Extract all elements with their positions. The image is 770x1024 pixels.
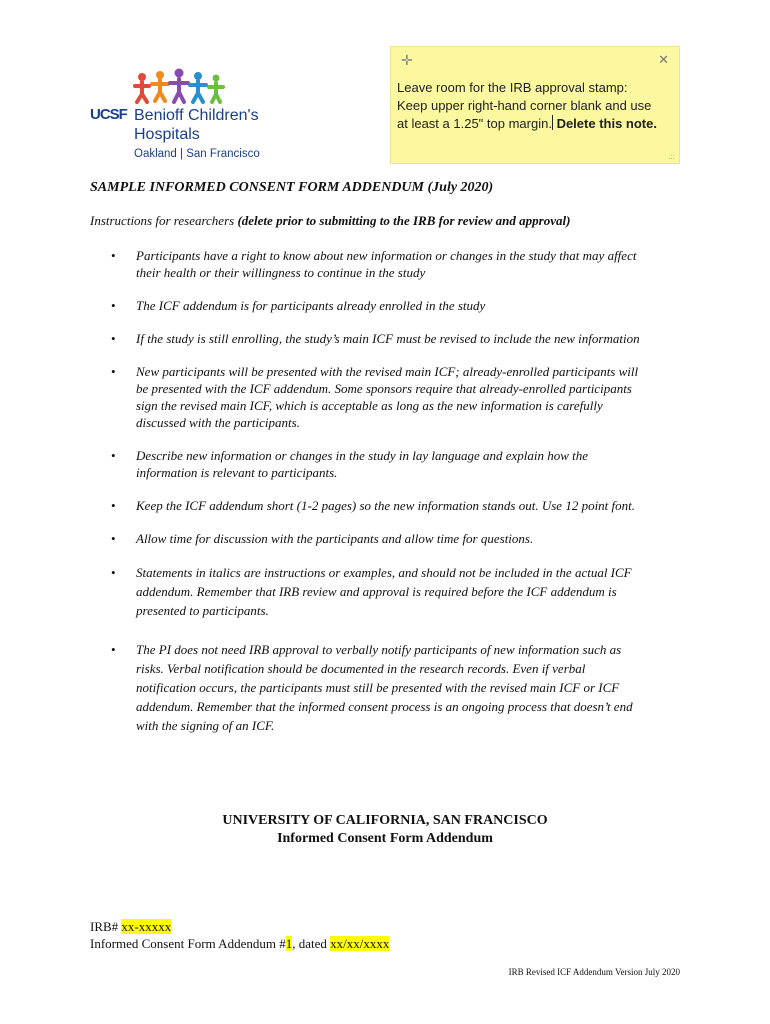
instructions-line <box>90 213 570 229</box>
text-cursor <box>552 115 553 130</box>
note-line-3-text: at least a 1.25" top margin. <box>397 116 552 131</box>
close-icon[interactable]: ✕ <box>658 52 669 67</box>
move-icon[interactable]: ✛ <box>401 52 413 68</box>
bullet-line: addendum. Remember that IRB review and approval is required before the ICF addendum is <box>136 584 617 599</box>
ucsf-benioff-logo <box>90 68 270 164</box>
bullet-line: discussed with the participants. <box>136 415 300 430</box>
list-item <box>90 530 690 547</box>
addendum-number: 1 <box>285 936 293 951</box>
bullet-line: information is relevant to participants. <box>136 465 338 480</box>
list-item <box>90 563 690 620</box>
bullet-line: risks. Verbal notification should be documented in the research records. Even if verbal <box>136 661 586 676</box>
instructions-bold: (delete prior to submitting to the IRB for review and approval) <box>237 213 571 228</box>
ucsf-wordmark: UCSF <box>90 106 127 123</box>
list-item <box>90 363 690 431</box>
bullet-line: sign the revised main ICF, which is acceptable as long as the new information is carefully <box>136 398 603 413</box>
list-item <box>90 447 690 481</box>
sticky-note-text[interactable] <box>397 79 677 133</box>
irb-number-line <box>90 918 389 935</box>
document-title: SAMPLE INFORMED CONSENT FORM ADDENDUM (July 2020) <box>90 180 494 195</box>
hospital-name <box>134 106 259 144</box>
bullet-line: • Participants have a right to know about new information or changes in the study that may affect <box>136 248 637 263</box>
bullet-line: with the signing of an ICF. <box>136 718 275 733</box>
page-footer: IRB Revised ICF Addendum Version July 2020 <box>508 967 680 977</box>
note-line-3 <box>397 115 677 133</box>
addendum-prefix: Informed Consent Form Addendum # <box>90 936 286 951</box>
form-heading <box>0 812 770 848</box>
bullet-line: presented to participants. <box>136 603 269 618</box>
bullet-line: • Keep the ICF addendum short (1-2 pages) so the new information stands out. Use 12 point font. <box>136 498 636 513</box>
addendum-date-placeholder: xx/xx/xxxx <box>330 936 390 951</box>
form-title: Informed Consent Form Addendum <box>277 831 493 846</box>
bullet-line: • New participants will be presented with the revised main ICF; already-enrolled participants will <box>136 364 639 379</box>
note-line-1: Leave room for the IRB approval stamp: <box>397 80 628 95</box>
irb-number-placeholder: xx-xxxxx <box>121 919 172 934</box>
bullet-line: be presented with the ICF addendum. Some sponsors require that already-enrolled participants <box>136 381 632 396</box>
list-item <box>90 297 690 314</box>
bullet-line: addendum. Remember that the informed consent process is an ongoing process that doesn’t end <box>136 699 633 714</box>
bullet-line: • The ICF addendum is for participants already enrolled in the study <box>136 298 486 313</box>
list-item <box>90 497 690 514</box>
bullet-line: their health or their willingness to continue in the study <box>136 265 426 280</box>
bullet-line: • The PI does not need IRB approval to verbally notify participants of new information such as <box>136 642 622 657</box>
list-item <box>90 640 690 735</box>
bullet-line: • Allow time for discussion with the participants and allow time for questions. <box>136 531 534 546</box>
irb-info <box>90 918 389 952</box>
bullet-line: • Statements in italics are instructions or examples, and should not be included in the actual ICF <box>136 565 632 580</box>
hospital-name-line2: Hospitals <box>134 126 200 143</box>
sticky-note[interactable] <box>390 46 680 164</box>
addendum-line <box>90 935 389 952</box>
bullet-line: • Describe new information or changes in the study in lay language and explain how the <box>136 448 589 463</box>
irb-label: IRB# <box>90 919 122 934</box>
hospital-name-line1: Benioff Children's <box>134 107 259 124</box>
addendum-dated: , dated <box>292 936 331 951</box>
instructions-prefix: Instructions for researchers <box>90 213 238 228</box>
delete-note-instruction: Delete this note. <box>556 116 657 131</box>
children-figures-icon <box>132 68 242 104</box>
hospital-location: Oakland | San Francisco <box>134 148 260 160</box>
bullet-line: notification occurs, the participants must still be presented with the revised main ICF or ICF <box>136 680 620 695</box>
list-item <box>90 330 690 347</box>
list-item <box>90 247 690 281</box>
note-line-2: Keep upper right-hand corner blank and use <box>397 98 652 113</box>
resize-handle-icon[interactable]: .:: <box>668 152 675 161</box>
bullet-line: • If the study is still enrolling, the study’s main ICF must be revised to include the new information <box>136 331 640 346</box>
instructions-list <box>90 247 690 735</box>
university-name: UNIVERSITY OF CALIFORNIA, SAN FRANCISCO <box>222 813 548 828</box>
